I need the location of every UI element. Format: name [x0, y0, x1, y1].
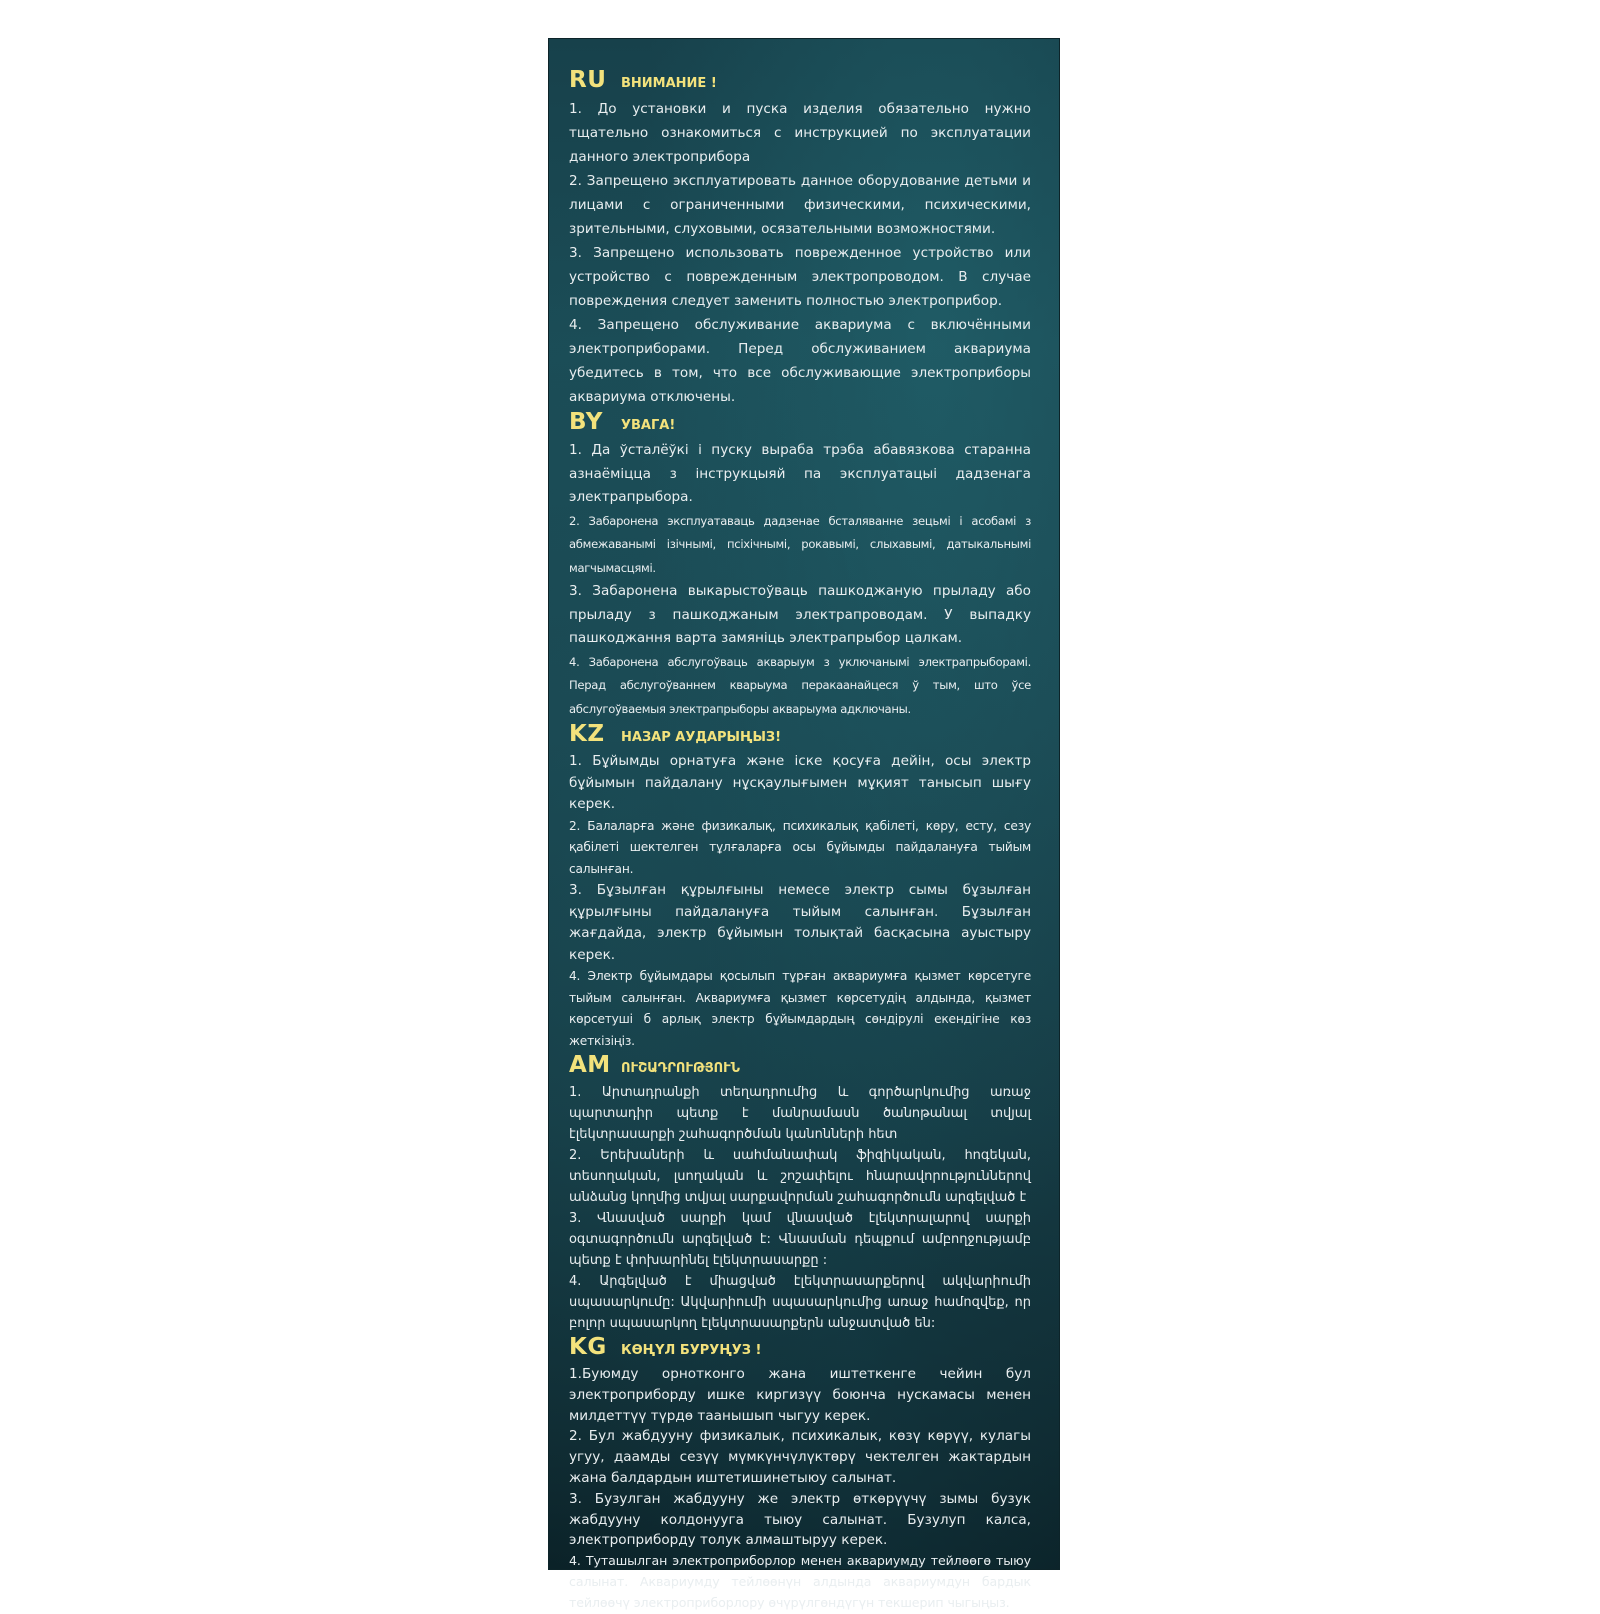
- warning-panel: [548, 38, 1060, 1610]
- section-kg: [569, 1334, 1031, 1614]
- warning-item: 2. Забаронена эксплуатаваць дадзенае бсталяванне зецьмі і асобамі з абмежаванымі ізічнымі, псіхічнымі, рокавымі, слыхавымі, датыкальнымі магчымасцямі.: [569, 513, 1031, 575]
- warning-item: 2. Երեխաների և սահմանափակ ֆիզիկական, հոգեկան, տեսողական, լսողական և շոշափելու հնարավորություններով անձանց կողմից տվյալ սարքավորման շահագործումն արգելված է: [569, 1148, 1031, 1205]
- warning-item: 2. Бул жабдууну физикалык, психикалык, көзү көрүү, кулагы угуу, даамды сезүү мүмкүнчүлүктөрү чектелген жактардын жана балдардын иштетишинетыюу салынат.: [569, 1428, 1031, 1486]
- warning-item: 2. Запрещено эксплуатировать данное оборудование детьми и лицами с ограниченными физическими, психическими, зрительными, слуховыми, осязательными возможностями.: [569, 173, 1031, 237]
- section-kz: [569, 721, 1031, 1052]
- warning-item: 1. Да ўсталёўкі і пуску выраба трэба абавязкова старанна азнаёміцца з інструкцыяй па эксплуатацыі дадзенага электрапрыбора.: [569, 442, 1031, 505]
- section-by: [569, 409, 1031, 721]
- warning-item: 4. Запрещено обслуживание аквариума с включёнными электроприборами. Перед обслуживанием аквариума убедитесь в том, что все обслуживающие электроприборы аквариума отключены.: [569, 317, 1031, 405]
- language-code: KZ: [569, 721, 605, 747]
- warning-title: КӨҢҮЛ БУРУҢУЗ !: [621, 1343, 762, 1358]
- warning-item: 3. Запрещено использовать поврежденное устройство или устройство с поврежденным электропроводом. В случае повреждения следует заменить полностью электроприбор.: [569, 245, 1031, 309]
- warning-item: 4. Забаронена абслугоўваць акварыум з уключанымі электрапрыборамі. Перад абслугоўваннем кварыума перакаанайцеся ў тым, што ўсе абслугоўваемыя электрапрыборы акварыума адключаны.: [569, 654, 1031, 716]
- section-heading: [569, 67, 1031, 97]
- warning-item: 2. Балаларға және физикалық, психикалық қабілеті, көру, есту, сезу қабілеті шектелген тұлғаларға осы бұйымды пайдалануға тыйым салынған.: [569, 818, 1031, 876]
- warning-item: 4. Արգելված է միացված էլեկտրասարքերով ակվարիումի սպասարկումը: Ակվարիումի սպասարկումից առաջ համոզվեք, որ բոլոր սպասարկող էլեկտրասարքերն անջատված են:: [569, 1274, 1031, 1331]
- warning-item: 1. Бұйымды орнатуға және іске қосуға дейін, осы электр бұйымын пайдалану нұсқаулығымен мұқият танысып шығу керек.: [569, 753, 1031, 812]
- warning-item: 3. Бұзылған құрылғыны немесе электр сымы бұзылған құрылғыны пайдалануға тыйым салынған. Бұзылған жағдайда, электр бұйымын толықтай басқасына ауыстыру керек.: [569, 882, 1031, 963]
- warning-title: НАЗАР АУДАРЫҢЫЗ!: [621, 730, 782, 745]
- warning-item: 3. Վնասված սարքի կամ վնասված էլեկտրալարով սարքի օգտագործումն արգելված է: Վնասման դեպքում ամբողջությամբ պետք է փոխարինել էլեկտրասարքը :: [569, 1211, 1031, 1268]
- language-code: AM: [569, 1052, 611, 1078]
- section-heading: [569, 1052, 1031, 1082]
- warning-item: 3. Бузулган жабдууну же электр өткөрүүчү зымы бузук жабдууну колдонууга тыюу салынат. Бузулуп калса, электроприборду толук алмаштыруу керек.: [569, 1490, 1031, 1549]
- section-heading: [569, 1334, 1031, 1364]
- section-am: [569, 1052, 1031, 1334]
- warning-title: ՈՒՇԱԴՐՈՒԹՅՈՒՆ: [621, 1061, 740, 1076]
- language-code: BY: [569, 409, 603, 435]
- warning-item: 4. Туташылган электроприборлор менен аквариумду тейлөөгө тыюу салынат. Аквариумду тейлөөнүн алдында аквариумдун бардык тейлөөчү электроприборлору өчүрүлгөндүгүн текшерип чыгыңыз.: [569, 1553, 1031, 1610]
- warning-item: 1.Буюмду орнотконго жана иштеткенге чейин бул электроприборду ишке киргизүү боюнча нускамасы менен милдеттүү түрдө таанышып чыгуу керек.: [569, 1366, 1031, 1424]
- warning-title: УВАГА!: [621, 418, 676, 433]
- warning-item: 1. До установки и пуска изделия обязательно нужно тщательно ознакомиться с инструкцией по эксплуатации данного электроприбора: [569, 101, 1031, 165]
- warning-title: ВНИМАНИЕ !: [621, 76, 717, 91]
- warning-item: 4. Электр бұйымдары қосылып тұрған аквариумға қызмет көрсетуге тыйым салынған. Аквариумға қызмет көрсетудің алдында, қызмет көрсетуші б арлық электр бұйымдардың сөндірулі екендігіне көз жеткізіңіз.: [569, 969, 1031, 1048]
- section-ru: [569, 67, 1031, 409]
- warning-item: 1. Արտադրանքի տեղադրումից և գործարկումից առաջ պարտադիր պետք է մանրամասն ծանոթանալ տվյալ էլեկտրասարքի շահագործման կանոնների հետ: [569, 1085, 1031, 1142]
- language-code: KG: [569, 1334, 607, 1360]
- warning-item: 3. Забаронена выкарыстоўваць пашкоджаную прыладу або прыладу з пашкоджаным электрапроводам. У выпадку пашкоджання варта замяніць электрапрыбор цалкам.: [569, 583, 1031, 646]
- section-heading: [569, 721, 1031, 751]
- section-heading: [569, 409, 1031, 439]
- language-code: RU: [569, 67, 607, 93]
